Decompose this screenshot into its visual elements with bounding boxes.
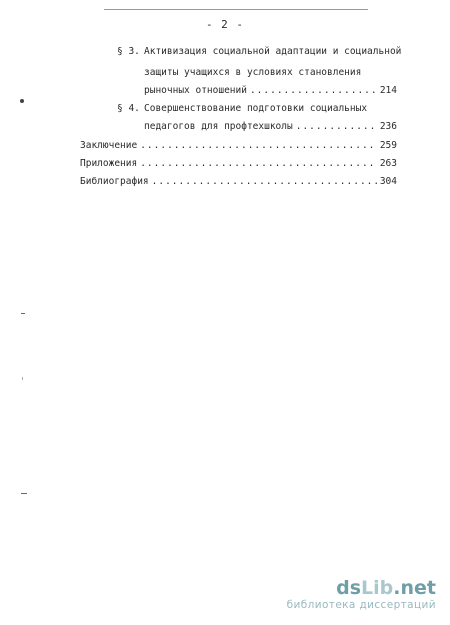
logo-part-lib: Lib [361, 577, 394, 599]
toc-bibliography-title: Библиография [80, 176, 149, 187]
scan-edge-line [104, 9, 368, 10]
toc-section3-page: 214 [379, 85, 397, 96]
toc-section4-title-line1: Совершенствование подготовки социальных [144, 103, 368, 114]
toc-leader-dots [152, 176, 377, 188]
toc-section4-symbol: § 4. [117, 103, 140, 114]
toc-section4-title-line2: педагогов для профтехшколы [144, 121, 293, 132]
toc-appendix-page: 263 [379, 158, 397, 169]
toc-appendix-entry[interactable] [80, 158, 397, 170]
logo-part-net: .net [393, 577, 436, 599]
toc-section3-title-line2: защиты учащихся в условиях становления [144, 67, 362, 78]
site-watermark [287, 578, 436, 612]
toc-section4-page: 236 [379, 121, 397, 132]
toc-conclusion-page: 259 [379, 140, 397, 151]
toc-leader-dots [140, 158, 377, 170]
toc-leader-dots [250, 85, 377, 97]
toc-bibliography-entry[interactable] [80, 176, 397, 188]
toc-conclusion-entry[interactable] [80, 140, 397, 152]
watermark-subtitle: библиотека диссертаций [286, 599, 436, 611]
toc-conclusion-title: Заключение [80, 140, 138, 151]
toc-leader-dots [296, 121, 377, 133]
logo-part-ds: ds [336, 577, 362, 599]
toc-section3-entry[interactable] [144, 85, 397, 97]
toc-section3-title-line1: Активизация социальной адаптации и социальной [144, 46, 402, 57]
scan-tick-mark [22, 377, 23, 380]
toc-appendix-title: Приложения [80, 158, 138, 169]
toc-section3-title-line3: рыночных отношений [144, 85, 247, 96]
scan-dash-mark [21, 493, 27, 494]
scan-dash-mark [21, 313, 25, 314]
dslib-logo [287, 578, 436, 598]
page-number: - 2 - [205, 18, 245, 31]
toc-leader-dots [140, 140, 377, 152]
scan-dot-mark [20, 99, 24, 103]
toc-section3-symbol: § 3. [117, 46, 140, 57]
toc-bibliography-page: 304 [379, 176, 397, 187]
toc-section4-entry[interactable] [144, 121, 397, 133]
